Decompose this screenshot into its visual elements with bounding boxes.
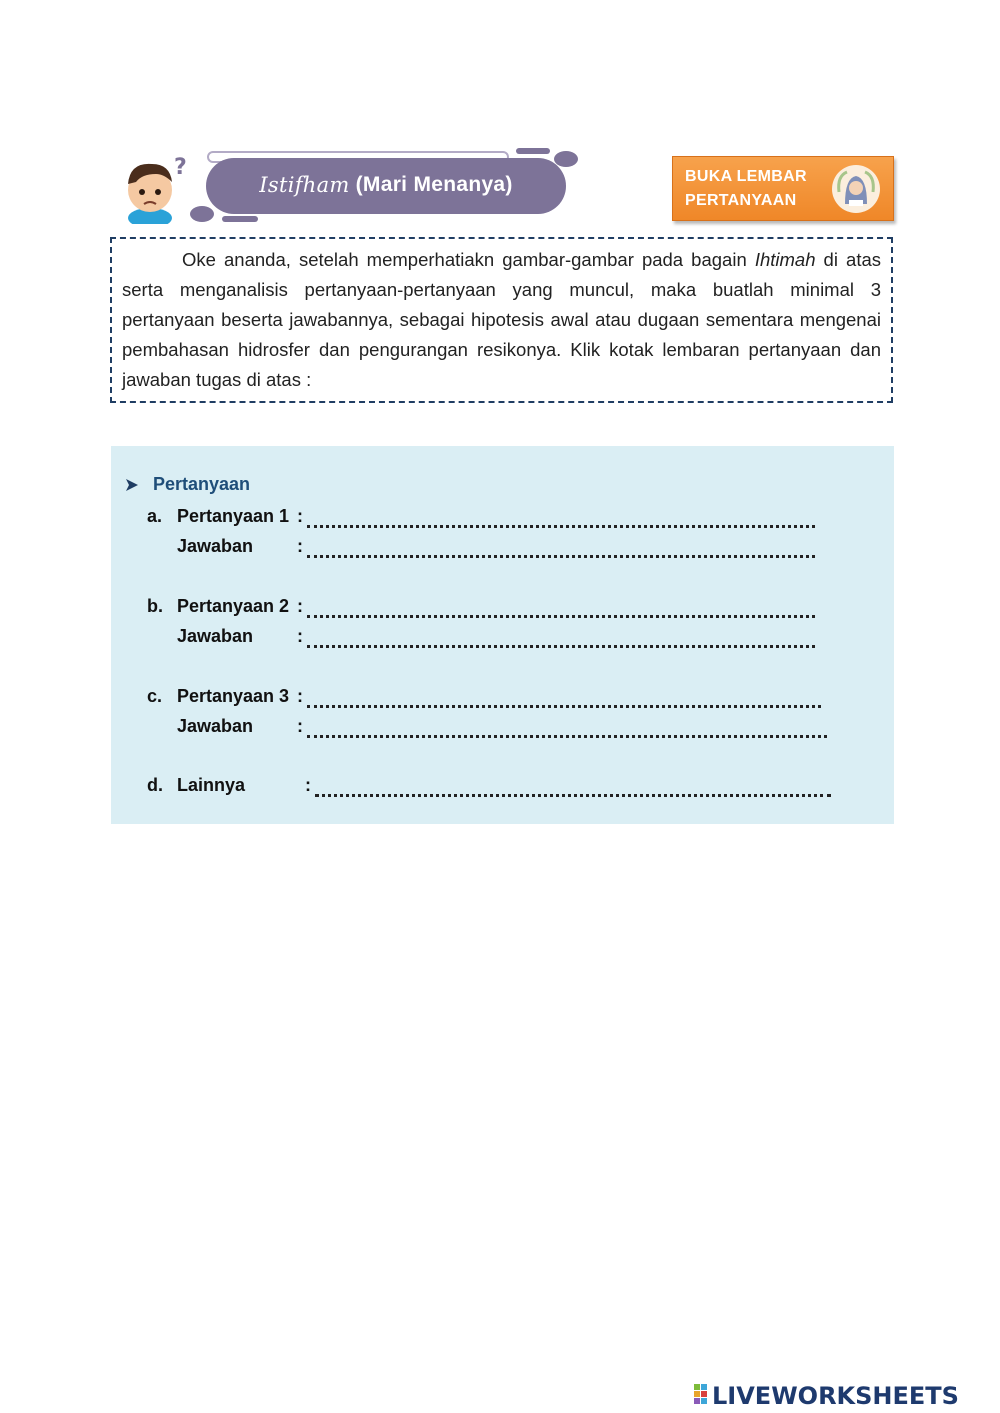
instruction-text-part2: di atas serta menganalisis pertanyaan-pertanyaan yang muncul, maka buatlah minimal 3 pertanyaan beserta jawabannya, sebagai hipotesis awal atau dugaan sementara mengenai pembahasan hidrosfer dan pengurangan resikonya. Klik kotak lembaran pertanyaan dan jawaban tugas di atas : bbox=[122, 249, 881, 390]
answer-1-row bbox=[147, 534, 815, 558]
row-colon: : bbox=[297, 716, 303, 736]
answer-3-input[interactable] bbox=[307, 715, 827, 738]
row-colon: : bbox=[297, 536, 303, 556]
row-label: Pertanyaan 1 bbox=[177, 506, 290, 526]
answer-2-row bbox=[147, 624, 815, 648]
answer-2-input[interactable] bbox=[307, 625, 815, 648]
question-2-row bbox=[147, 594, 815, 618]
row-colon: : bbox=[305, 775, 311, 795]
questions-heading-label: Pertanyaan bbox=[153, 474, 251, 494]
open-question-sheet-label-line1: BUKA LEMBAR bbox=[685, 168, 807, 185]
other-input[interactable] bbox=[315, 774, 831, 797]
question-1-input[interactable] bbox=[307, 505, 815, 528]
row-label: Pertanyaan 3 bbox=[177, 686, 290, 706]
liveworksheets-logo-icon bbox=[692, 1380, 992, 1408]
row-letter: a. bbox=[147, 506, 163, 526]
instruction-text bbox=[122, 245, 881, 395]
question-3-row bbox=[147, 684, 821, 708]
answer-3-row bbox=[147, 714, 827, 738]
row-letter: d. bbox=[147, 775, 163, 795]
page-title bbox=[206, 157, 566, 213]
questions-heading bbox=[125, 474, 250, 495]
row-label: Jawaban bbox=[177, 626, 254, 646]
questions-panel bbox=[111, 446, 894, 824]
girl-hijab-icon bbox=[831, 164, 881, 214]
instruction-box bbox=[110, 237, 893, 403]
row-colon: : bbox=[297, 686, 303, 706]
question-1-row bbox=[147, 504, 815, 528]
open-question-sheet-label-line2: PERTANYAAN bbox=[685, 192, 797, 209]
instruction-text-italic: Ihtimah bbox=[754, 249, 816, 270]
row-colon: : bbox=[297, 596, 303, 616]
open-question-sheet-label bbox=[685, 165, 825, 213]
arrow-right-icon bbox=[125, 478, 139, 492]
other-row bbox=[147, 773, 831, 797]
row-label: Lainnya bbox=[177, 775, 246, 795]
instruction-text-part1: Oke ananda, setelah memperhatiakn gambar-gambar pada bagain bbox=[182, 249, 755, 270]
row-label: Pertanyaan 2 bbox=[177, 596, 290, 616]
row-label: Jawaban bbox=[177, 716, 254, 736]
row-letter: b. bbox=[147, 596, 163, 616]
question-2-input[interactable] bbox=[307, 595, 815, 618]
row-colon: : bbox=[297, 626, 303, 646]
watermark-text: LIVEWORKSHEETS bbox=[712, 1382, 959, 1408]
question-mark-icon: ? bbox=[174, 155, 187, 180]
open-question-sheet-button[interactable] bbox=[672, 156, 894, 221]
page-title-italic: Istifham bbox=[259, 173, 350, 197]
answer-1-input[interactable] bbox=[307, 535, 815, 558]
page-title-rest: (Mari Menanya) bbox=[355, 173, 513, 196]
row-label: Jawaban bbox=[177, 536, 254, 556]
question-3-input[interactable] bbox=[307, 685, 821, 708]
row-colon: : bbox=[297, 506, 303, 526]
row-letter: c. bbox=[147, 686, 163, 706]
